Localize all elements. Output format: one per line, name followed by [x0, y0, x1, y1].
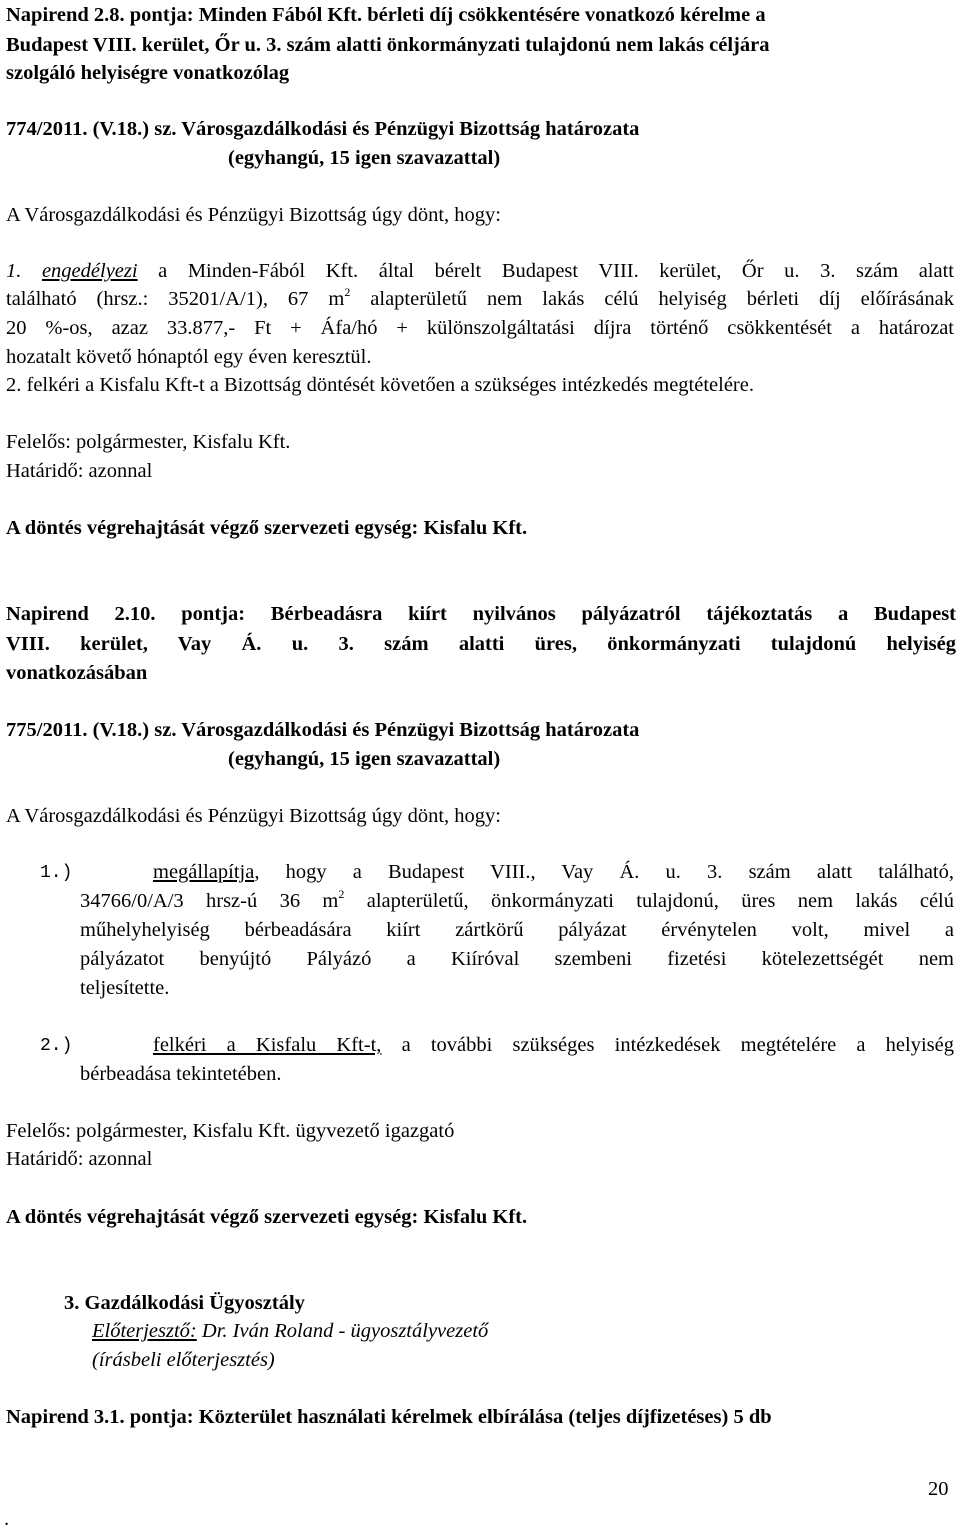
resolution-775-point-2-line-2: bérbeadása tekintetében. — [80, 1063, 282, 1085]
resolution-775-point-1-line-3: műhelyhelyiség bérbeadására kiírt zártkörű pályázat érvénytelen volt, mivel a — [80, 919, 954, 941]
resolution-774-title: 774/2011. (V.18.) sz. Városgazdálkodási és Pénzügyi Bizottság határozata — [6, 118, 640, 140]
agenda-2-8-heading-line-3: szolgáló helyiségre vonatkozólag — [6, 62, 290, 84]
resolution-775-title: 775/2011. (V.18.) sz. Városgazdálkodási és Pénzügyi Bizottság határozata — [6, 719, 640, 741]
presenter-value: Dr. Iván Roland - ügyosztályvezető — [196, 1320, 489, 1342]
point-1-verb: megállapítja — [153, 861, 255, 883]
resolution-775-deadline: Határidő: azonnal — [6, 1148, 153, 1170]
agenda-2-10-heading-line-2: VIII. kerület, Vay Á. u. 3. szám alatti üres, önkormányzati tulajdonú helyiség — [6, 633, 956, 655]
resolution-774-point-1-line-3: 20 %-os, azaz 33.877,- Ft + Áfa/hó + különszolgáltatási díjra történő csökkentését a határozat — [6, 317, 954, 339]
resolution-775-vote: (egyhangú, 15 igen szavazattal) — [228, 748, 501, 770]
point-1-verb: engedélyezi — [41, 260, 138, 282]
resolution-775-intro: A Városgazdálkodási és Pénzügyi Bizottság úgy dönt, hogy: — [6, 805, 501, 827]
resolution-775-point-2-number: 2.) — [40, 1036, 73, 1056]
agenda-3-1-heading: Napirend 3.1. pontja: Közterület használati kérelmek elbírálása (teljes díjfizetéses) 5 db — [6, 1406, 772, 1428]
resolution-774-point-1-line-1 — [6, 258, 954, 284]
resolution-774-deadline: Határidő: azonnal — [6, 460, 153, 482]
superscript: 2 — [344, 285, 351, 299]
agenda-2-8-heading-line-1: Napirend 2.8. pontja: Minden Fából Kft. bérleti díj csökkentésére vonatkozó kérelme a — [6, 4, 766, 26]
presenter-label: Előterjesztő: — [92, 1320, 197, 1342]
resolution-775-point-2-line-1 — [153, 1032, 954, 1058]
resolution-774-point-1-line-2 — [6, 286, 954, 312]
section-3-title: 3. Gazdálkodási Ügyosztály — [64, 1292, 305, 1314]
point-1-text: a Minden-Fából Kft. által bérelt Budapest VIII. kerület, Őr u. 3. szám alatt — [137, 260, 954, 282]
point-1-text-a: található (hrsz.: 35201/A/1), 67 m — [6, 288, 345, 310]
point-2-text: a további szükséges intézkedések megtételére a helyiség — [381, 1034, 954, 1056]
point-1-text: , hogy a Budapest VIII., Vay Á. u. 3. szám alatt található, — [254, 861, 954, 883]
resolution-774-vote: (egyhangú, 15 igen szavazattal) — [228, 147, 501, 169]
resolution-775-point-1-line-5: teljesítette. — [80, 977, 170, 999]
resolution-775-point-1-line-1 — [153, 859, 954, 885]
point-2-verb: felkéri a Kisfalu Kft-t, — [153, 1034, 382, 1056]
resolution-774-point-2: 2. felkéri a Kisfalu Kft-t a Bizottság döntését követően a szükséges intézkedés megtételére. — [6, 374, 754, 396]
resolution-774-responsible: Felelős: polgármester, Kisfalu Kft. — [6, 431, 291, 453]
point-1-text-a: 34766/0/A/3 hrsz-ú 36 m — [80, 890, 339, 912]
footer-dot: . — [4, 1508, 10, 1530]
resolution-774-intro: A Városgazdálkodási és Pénzügyi Bizottság úgy dönt, hogy: — [6, 204, 501, 226]
page-number: 20 — [928, 1478, 949, 1500]
resolution-774-point-1-line-4: hozatalt követő hónaptól egy éven keresztül. — [6, 346, 372, 368]
point-1-number: 1. — [6, 260, 42, 282]
agenda-2-10-heading-line-3: vonatkozásában — [6, 662, 148, 684]
superscript: 2 — [338, 887, 345, 901]
resolution-775-responsible: Felelős: polgármester, Kisfalu Kft. ügyvezető igazgató — [6, 1120, 455, 1142]
resolution-775-point-1-line-2 — [80, 888, 954, 914]
resolution-775-unit: A döntés végrehajtását végző szervezeti egység: Kisfalu Kft. — [6, 1206, 528, 1228]
resolution-775-point-1-number: 1.) — [40, 863, 73, 883]
agenda-2-10-heading-line-1: Napirend 2.10. pontja: Bérbeadásra kiírt nyilvános pályázatról tájékoztatás a Budapest — [6, 603, 956, 625]
point-1-text-b: alapterületű nem lakás célú helyiség bérleti díj előírásának — [350, 288, 954, 310]
section-3-note: (írásbeli előterjesztés) — [92, 1349, 275, 1371]
point-1-text-b: alapterületű, önkormányzati tulajdonú, üres nem lakás célú — [344, 890, 954, 912]
resolution-775-point-1-line-4: pályázatot benyújtó Pályázó a Kiíróval szembeni fizetési kötelezettségét nem — [80, 948, 954, 970]
agenda-2-8-heading-line-2: Budapest VIII. kerület, Őr u. 3. szám alatti önkormányzati tulajdonú nem lakás céljára — [6, 34, 770, 56]
section-3-presenter — [92, 1318, 488, 1344]
resolution-774-unit: A döntés végrehajtását végző szervezeti egység: Kisfalu Kft. — [6, 517, 528, 539]
